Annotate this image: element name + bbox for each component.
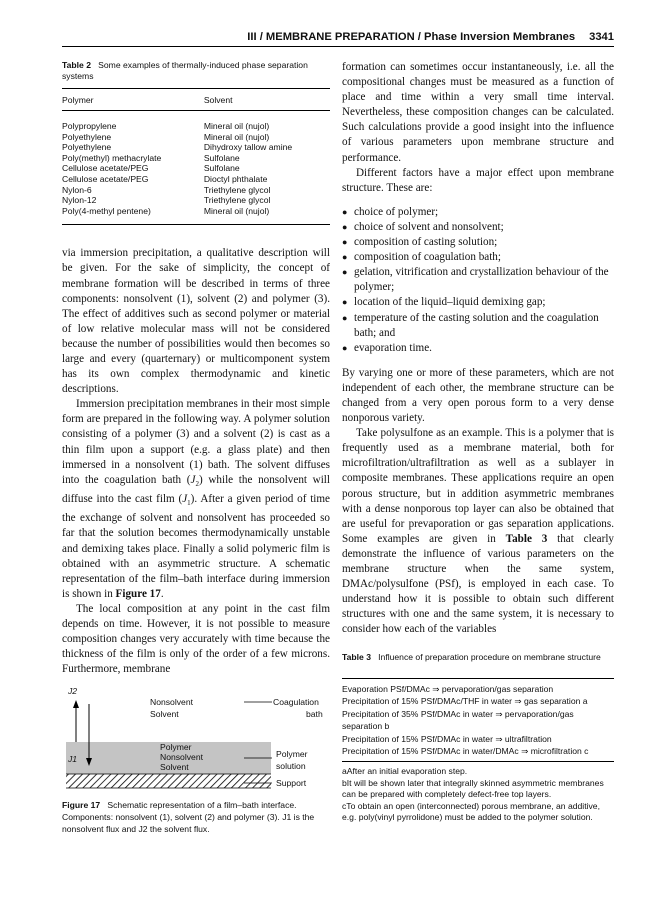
- table-row: [62, 163, 330, 174]
- right-paragraph-1: formation can sometimes occur instantaneously, i.e. all the compositional changes must be measured as a function of place and time within a very small time interval. Nevertheless, these composition changes can be calculated. Such calculations provide a good insight into the influence of various parameters upon membrane structure and performance.: [342, 61, 614, 164]
- table-row: [62, 185, 330, 196]
- table2-cell-polymer: Poly(4-methyl pentene): [62, 206, 204, 225]
- list-item: ● composition of coagulation bath;: [342, 250, 614, 265]
- table2-header-solvent: Solvent: [204, 89, 330, 111]
- table-row: [62, 142, 330, 153]
- table2-cell-polymer: Polyethylene: [62, 142, 112, 153]
- table3-footnotes: [342, 766, 614, 823]
- list-item: ● temperature of the casting solution and the coagulation bath; and: [342, 311, 614, 341]
- left-paragraph-3: The local composition at any point in the cast film depends on time. However, it is not possible to measure composition changes very accurately with time because the thickness of the film is only of the order of a few microns. Furthermore, membrane: [62, 602, 330, 676]
- table2-cell-polymer: Polypropylene: [62, 121, 117, 131]
- table2-header-polymer: Polymer: [62, 89, 204, 111]
- table2-cell-solvent: Sulfolane: [203, 152, 240, 163]
- list-item: ● choice of solvent and nonsolvent;: [342, 220, 614, 235]
- left-paragraph-1: via immersion precipitation, a qualitative description will be given. For the sake of simplicity, the concept of membrane formation will be described in terms of three components: nonsolvent (1), solvent (2) and polymer (3). The effect of additives such as second polymer or material of low relative molecular mass will not be considered because the number of possibilities would then becomes so large and every (quarternary) or multicomponent system has its own complex thermodynamic and kinetic descriptions.: [62, 247, 330, 396]
- fig-nonsolvent-label: Nonsolvent: [160, 752, 203, 762]
- table2-cell-solvent: Mineral oil (nujol): [203, 131, 270, 142]
- table3-caption: Table 3 Influence of preparation procedure on membrane structure: [342, 652, 601, 662]
- table3: [342, 678, 614, 823]
- factor-list: [342, 205, 614, 356]
- table2-caption: Table 2 Some examples of thermally-induced phase separation systems: [62, 60, 308, 81]
- table3-row: Precipitation of 15% PSf/DMAc in water/DMAc ⇒ microfiltration c: [342, 746, 589, 757]
- left-paragraph-2: Immersion precipitation membranes in their most simple form are prepared in the following way. A polymer solution consisting of a polymer (3) and a solvent (2) is cast as a thin film upon a support (e.g. a glass plate) and then immersed in a nonsolvent (1) bath. The solvent diffuses into the coagulation bath $(J_2)$ while the nonsolvent will diffuse into the cast film $(J_1)$. After a given period of time the exchange of solvent and nonsolvent has proceeded so far that the solution becomes thermodynamically unstable and demixing takes place. Finally a solid polymeric film is obtained with an asymmetric structure. A schematic representation of the film–bath interface during immersion is shown in Figure 17.: [62, 398, 330, 600]
- table-row: [62, 153, 330, 164]
- table3-footnote: cTo obtain an open (interconnected) porous membrane, an additive, e.g. poly(vinyl pyrrolidone) must be added to the polymer solution.: [342, 800, 600, 823]
- table3-row: Precipitation of 35% PSf/DMAc in water ⇒ pervaporation/gas separation b: [342, 708, 574, 732]
- table3-row: Precipitation of 15% PSf/DMAc/THF in water ⇒ gas separation a: [342, 696, 588, 707]
- table-row: [62, 195, 330, 206]
- list-item: ● composition of casting solution;: [342, 235, 614, 250]
- list-item: ● location of the liquid–liquid demixing gap;: [342, 295, 614, 310]
- right-paragraph-4: Take polysulfone as an example. This is a polymer that is frequently used as a membrane material, both for microfiltration/ultrafiltration as well as a sublayer in composite membranes. These applications require an open porous structure, but in addition asymmetric membranes with a dense nonporous top layer can also be obtained that are useful for prevaporation or gas separation applications. Some examples are given in Table 3 that clearly demonstrate the influence of various parameters on the membrane structure when the same system, DMAc/polysulfone (PSf), is employed in each case. To understand how it is possible to obtain such different structures with one and the same system, it is necessary to consider how each of the variables: [342, 427, 614, 636]
- right-paragraph-3: By varying one or more of these parameters, which are not independent of each other, the membrane structure can be changed from a very open porous form to a very dense nonporous variety.: [342, 366, 614, 425]
- support-layer: [66, 774, 271, 788]
- page-number: 3341: [589, 31, 614, 43]
- table-row: [62, 132, 330, 143]
- j1-label: J1: [68, 754, 78, 764]
- table3-row: Evaporation PSf/DMAc ⇒ pervaporation/gas separation: [342, 684, 554, 694]
- solvent-label: Solvent: [150, 709, 179, 719]
- table2-cell-solvent: Mineral oil (nujol): [203, 121, 270, 131]
- figure17: [62, 688, 334, 793]
- right-paragraph-2: Different factors have a major effect upon membrane structure. These are:: [342, 166, 614, 194]
- left-column: [62, 60, 330, 677]
- table2-cell-solvent: Triethylene glycol: [203, 195, 271, 206]
- list-item: ● evaporation time.: [342, 341, 614, 356]
- running-header: [62, 30, 614, 47]
- figure17-link[interactable]: Figure 17: [115, 587, 161, 600]
- fig-polymer-label: Polymer: [160, 742, 192, 752]
- table-row: [62, 111, 330, 132]
- table2-cell-solvent: Dihydroxy tallow amine: [203, 142, 293, 153]
- table2-cell-solvent: Mineral oil (nujol): [204, 206, 330, 225]
- fig-solvent-label: Solvent: [160, 762, 189, 772]
- table2-cell-polymer: Poly(methyl) methacrylate: [62, 152, 162, 163]
- table2-cell-solvent: Triethylene glycol: [203, 184, 271, 195]
- table2-cell-polymer: Nylon-6: [62, 184, 92, 195]
- table3-link[interactable]: Table 3: [505, 532, 548, 545]
- list-item: ● choice of polymer;: [342, 205, 614, 220]
- table3-footnote: aAfter an initial evaporation step.: [342, 766, 468, 777]
- table2-cell-polymer: Polyethylene: [62, 131, 112, 142]
- header-title: III / MEMBRANE PREPARATION / Phase Inversion Membranes: [247, 31, 576, 43]
- figure17-caption: Figure 17 Schematic representation of a film–bath interface. Components: nonsolvent (1), solvent (2) and polymer (3). J1 is the nonsolvent flux and J2 the solvent flux.: [62, 800, 315, 834]
- coagulation-label: Coagulation: [273, 697, 319, 707]
- table2-cell-polymer: Nylon-12: [62, 195, 97, 206]
- nonsolvent-label: Nonsolvent: [150, 697, 193, 707]
- table2: [62, 88, 330, 225]
- table3-row: Precipitation of 15% PSf/DMAc in water ⇒ ultrafiltration: [342, 733, 552, 744]
- table2-cell-solvent: Sulfolane: [203, 163, 240, 174]
- list-item: ● gelation, vitrification and crystallization behaviour of the polymer;: [342, 265, 614, 295]
- bath-label: bath: [306, 709, 323, 719]
- table-row: [62, 174, 330, 185]
- table3-footnote: bIt will be shown later that integrally skinned asymmetric membranes can be prepared with completely defect-free top layers.: [342, 777, 604, 800]
- polymer-solution-label-1: Polymer: [276, 749, 308, 759]
- j2-label: J2: [68, 686, 78, 696]
- polymer-solution-label-2: solution: [276, 761, 306, 771]
- table2-cell-solvent: Dioctyl phthalate: [203, 173, 268, 184]
- table2-cell-polymer: Cellulose acetate/PEG: [62, 173, 149, 184]
- table2-cell-polymer: Cellulose acetate/PEG: [62, 163, 149, 174]
- table-row: [62, 206, 330, 225]
- support-label: Support: [276, 778, 307, 788]
- right-column: [342, 60, 614, 637]
